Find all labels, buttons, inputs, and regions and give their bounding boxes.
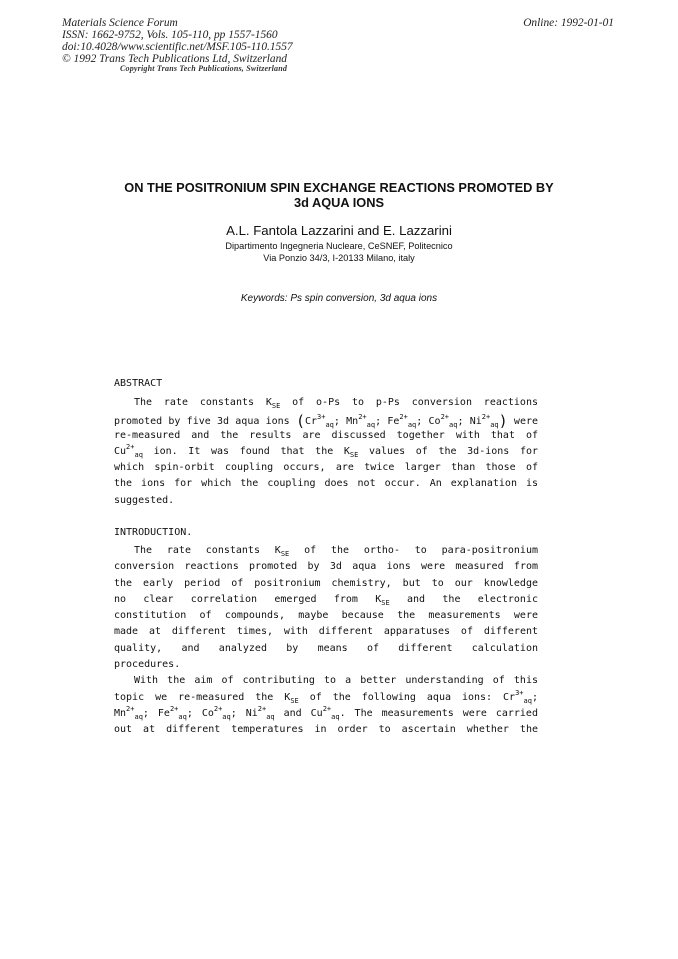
abstract-line: promoted by five 3d aqua ions ($Cr^{3+}_{aq}$; $Mn^{2+}_{aq}$; $Fe^{2+}_{aq}$; $Co^{2+}_{aq}$; $Ni^{2+}_{aq}$) were	[114, 412, 539, 431]
issn-line: ISSN: 1662-9752, Vols. 105-110, pp 1557-1560	[62, 29, 278, 41]
introduction-heading: INTRODUCTION.	[114, 527, 193, 538]
intro-line: no clear correlation emerged from $K_{SE}$ and the electronic	[114, 593, 538, 607]
intro-line: procedures.	[114, 659, 181, 671]
intro-line: made at different times, with different apparatuses of different	[114, 626, 538, 638]
intro-line: the early period of positronium chemistry, but to our knowledge	[114, 577, 538, 589]
intro-line: conversion reactions promoted by 3d aqua ions were measured from	[114, 561, 538, 573]
online-date: Online: 1992-01-01	[523, 17, 614, 29]
intro-line: With the aim of contributing to a better understanding of this	[134, 675, 538, 687]
abstract-line: suggested.	[114, 494, 175, 506]
abstract-body	[114, 395, 538, 509]
title-line-2: 3d AQUA IONS	[293, 195, 385, 210]
copyright-stamp: Copyright Trans Tech Publications, Switzerland	[120, 64, 288, 73]
doi-link[interactable]: doi:10.4028/www.scientific.net/MSF.105-110.1557	[62, 41, 293, 53]
abstract-line: re-measured and the results are discussed together with that of	[114, 429, 538, 441]
paper-title	[0, 180, 678, 210]
journal-name: Materials Science Forum	[62, 17, 178, 29]
intro-line: constitution of compounds, maybe because the measurements were	[114, 610, 538, 622]
intro-line: out at different temperatures in order to ascertain whether the	[114, 724, 538, 736]
keywords: Keywords: Ps spin conversion, 3d aqua ions	[240, 293, 438, 304]
abstract-line: which spin-orbit coupling occurs, are twice larger than those of	[114, 462, 538, 474]
journal-header	[62, 17, 293, 65]
intro-line: $Mn^{2+}_{aq}$; $Fe^{2+}_{aq}$; $Co^{2+}_{aq}$; $Ni^{2+}_{aq}$ and $Cu^{2+}_{aq}$. The measurements were carried	[114, 704, 538, 721]
title-line-1: ON THE POSITRONIUM SPIN EXCHANGE REACTIONS PROMOTED BY	[124, 180, 554, 195]
intro-line: The rate constants $K_{SE}$ of the ortho- to para-positronium	[134, 545, 538, 558]
authors: A.L. Fantola Lazzarini and E. Lazzarini	[226, 223, 452, 238]
affiliation-line-2: Via Ponzio 34/3, I-20133 Milano, italy	[263, 253, 415, 263]
abstract-line: $Cu^{2+}_{aq}$ ion. It was found that the $K_{SE}$ values of the 3d-ions for	[114, 442, 539, 459]
abstract-line: the ions for which the coupling does not occur. An explanation is	[114, 478, 538, 490]
publisher-line: © 1992 Trans Tech Publications Ltd, Switzerland	[62, 53, 287, 65]
intro-line: topic we re-measured the $K_{SE}$ of the following aqua ions: $Cr^{3+}_{aq}$;	[114, 688, 538, 705]
introduction-body	[114, 543, 538, 739]
affiliation-line-1: Dipartimento Ingegneria Nucleare, CeSNEF, Politecnico	[225, 241, 453, 251]
intro-line: quality, and analyzed by means of different calculation	[114, 642, 538, 654]
abstract-line: The rate constants $K_{SE}$ of o-Ps to p-Ps conversion reactions	[134, 397, 538, 410]
abstract-heading: ABSTRACT	[114, 378, 163, 389]
